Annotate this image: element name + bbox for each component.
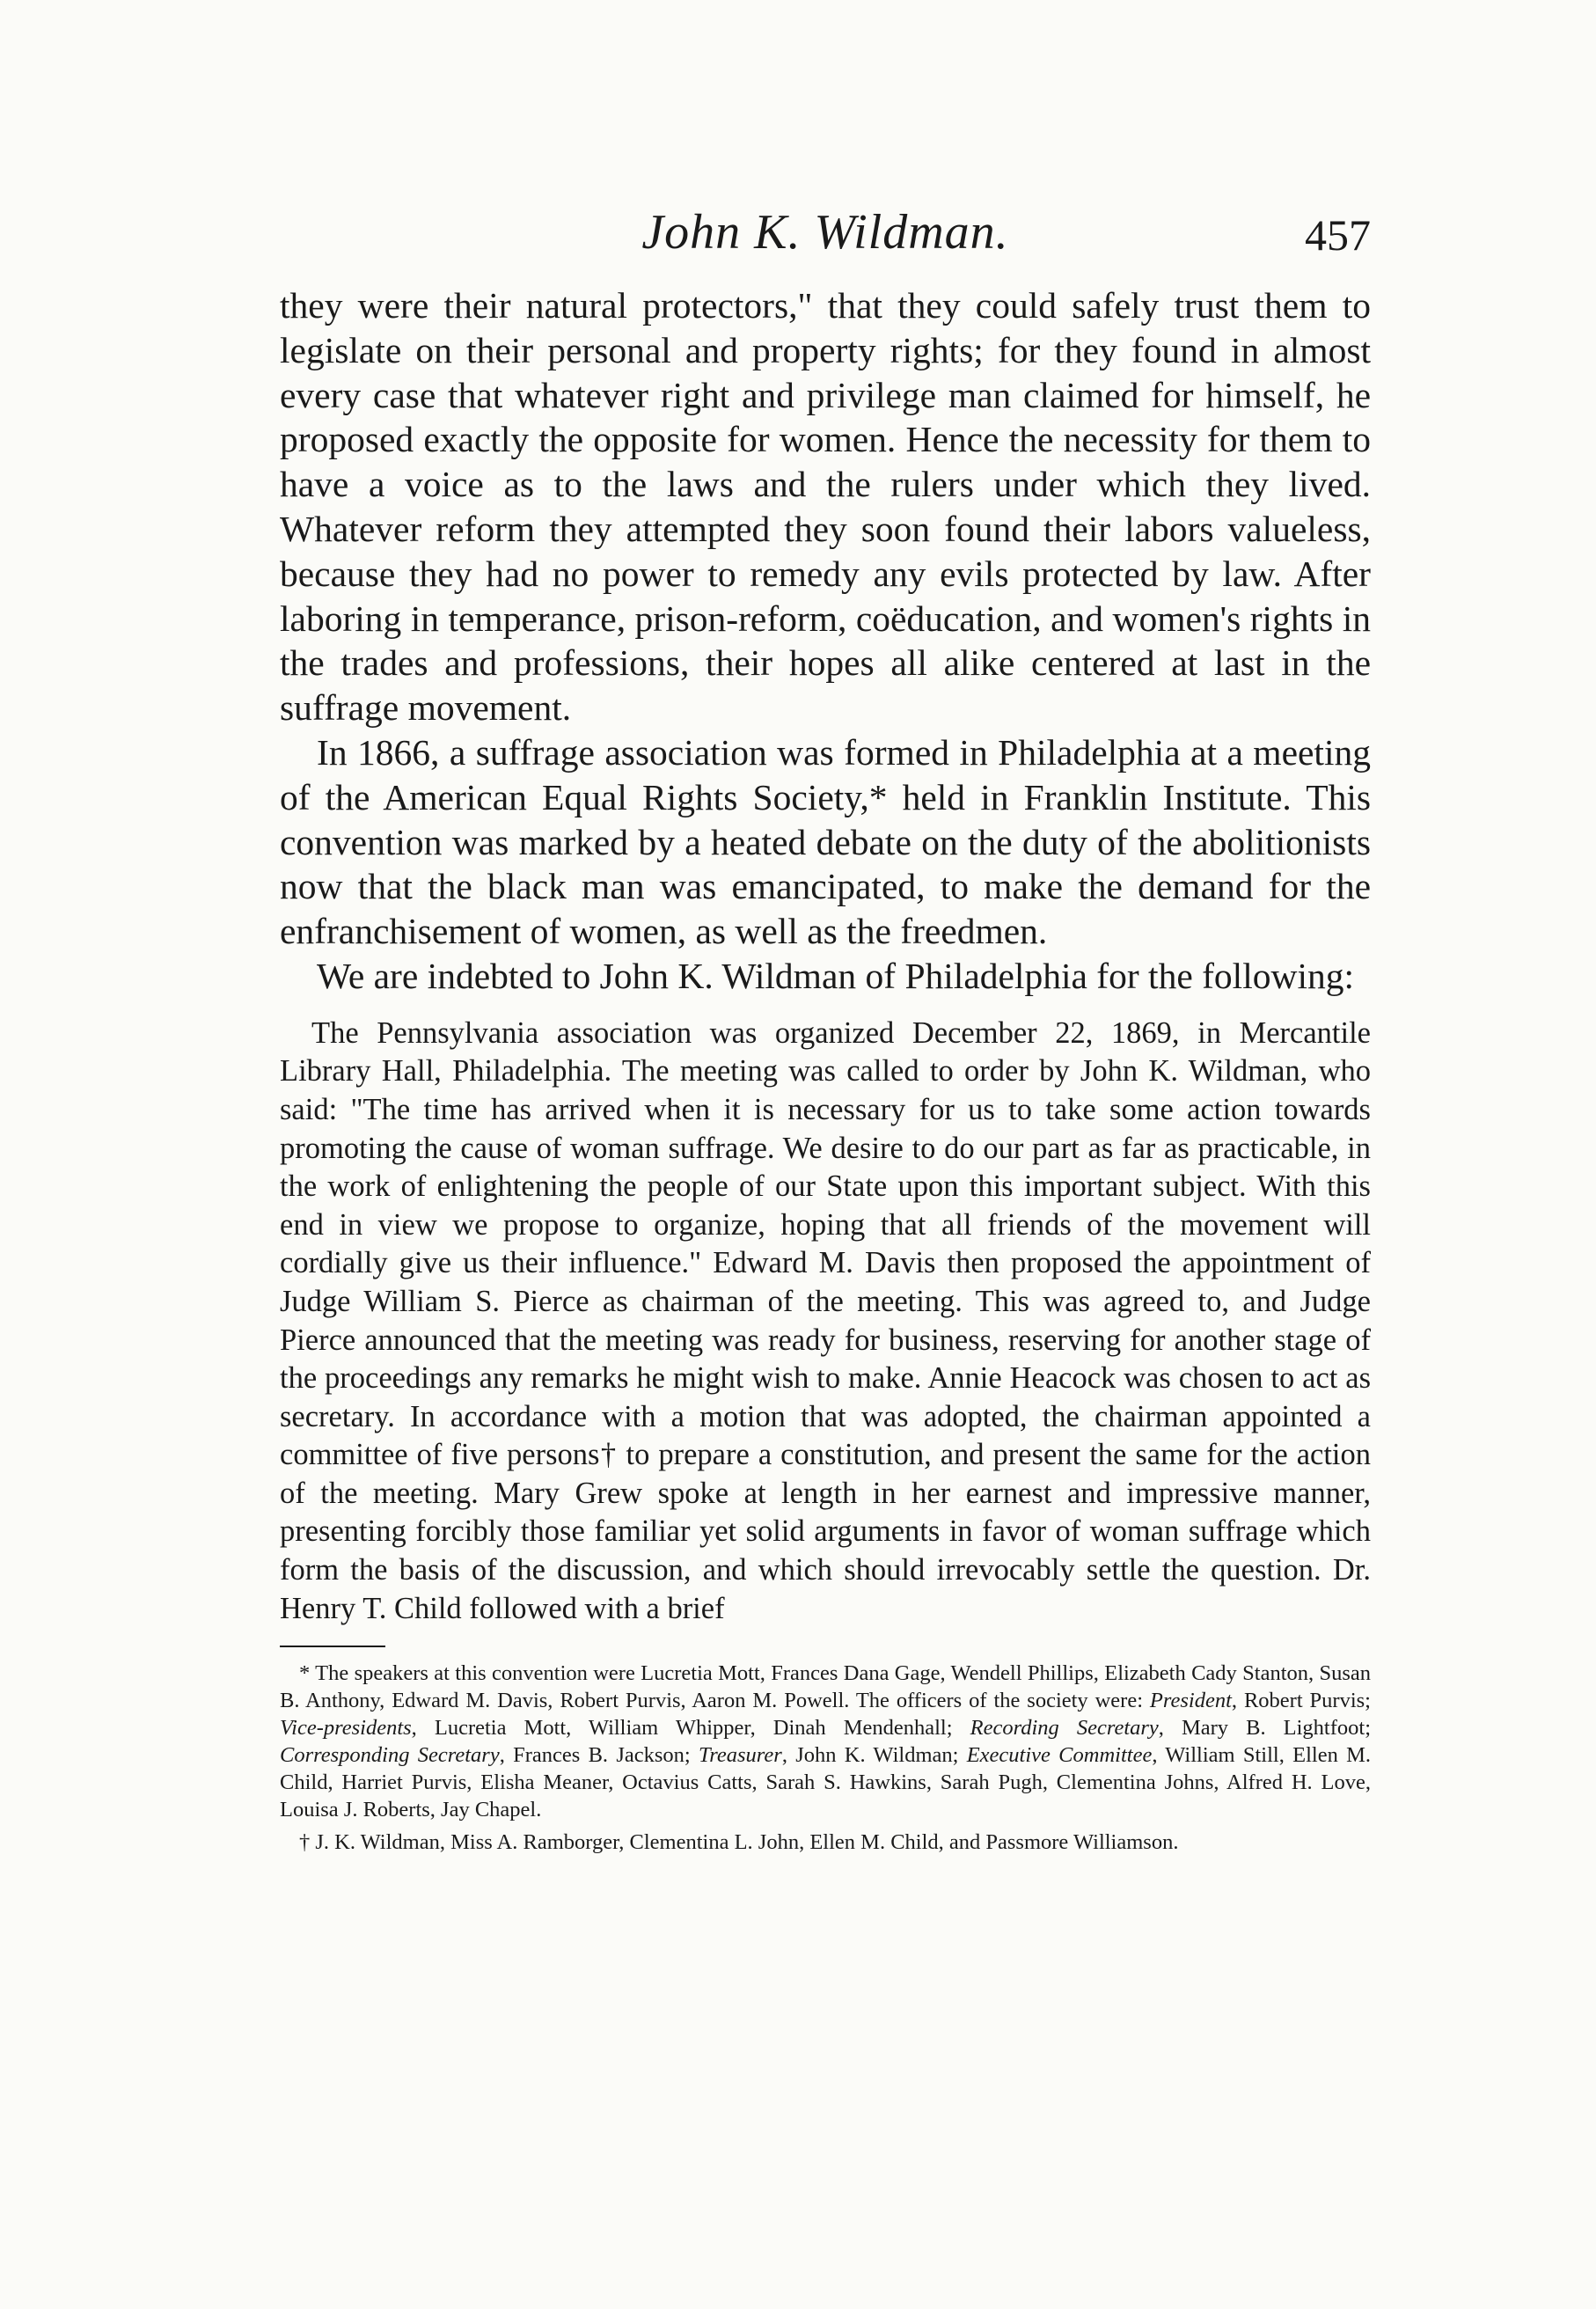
paragraph-continuation: they were their natural protectors," that they could safely trust them to legislate on their personal and property rights; for they found in almost every case that whatever right and privilege man claimed for himself, he proposed exactly the opposite for women. Hence the necessity for them to have a voice as to the laws and the rulers under which they lived. Whatever reform they attempted they soon found their labors valueless, because they had no power to remedy any evils protected by law. After laboring in temperance, prison-reform, coëducation, and women's rights in the trades and professions, their hopes all alike centered at last in the suffrage movement.	[280, 285, 1371, 729]
page-body	[280, 283, 1371, 1856]
footnote-rule	[280, 1646, 385, 1647]
footnote-dagger: † J. K. Wildman, Miss A. Ramborger, Clementina L. John, Ellen M. Child, and Passmore Williamson.	[299, 1830, 1179, 1855]
running-title: John K. Wildman.	[641, 205, 1009, 260]
quoted-account: The Pennsylvania association was organized December 22, 1869, in Mercantile Library Hall, Philadelphia. The meeting was called to order by John K. Wildman, who said: "The time has arrived when it is necessary for us to take some action towards promoting the cause of woman suffrage. We desire to do our part as far as practicable, in the work of enlightening the people of our State upon this important subject. With this end in view we propose to organize, hoping that all friends of the movement will cordially give us their influence." Edward M. Davis then proposed the appointment of Judge William S. Pierce as chairman of the meeting. This was agreed to, and Judge Pierce announced that the meeting was ready for business, reserving for another stage of the proceedings any remarks he might wish to make. Annie Heacock was chosen to act as secretary. In accordance with a motion that was adopted, the chairman appointed a committee of five persons† to prepare a constitution, and present the same for the action of the meeting. Mary Grew spoke at length in her earnest and impressive manner, presenting forcibly those familiar yet solid arguments in favor of woman suffrage which form the basis of the discussion, and which should irrevocably settle the question. Dr. Henry T. Child followed with a brief	[280, 1015, 1371, 1625]
footnote-star: * The speakers at this convention were Lucretia Mott, Frances Dana Gage, Wendell Phillips, Elizabeth Cady Stanton, Susan B. Anthony, Edward M. Davis, Robert Purvis, Aaron M. Powell. The officers of the society were: President, Robert Purvis; Vice-presidents, Lucretia Mott, William Whipper, Dinah Mendenhall; Recording Secretary, Mary B. Lightfoot; Corresponding Secretary, Frances B. Jackson; Treasurer, John K. Wildman; Executive Committee, William Still, Ellen M. Child, Harriet Purvis, Elisha Meaner, Octavius Catts, Sarah S. Hawkins, Sarah Pugh, Clementina Johns, Alfred H. Love, Louisa J. Roberts, Jay Chapel.	[280, 1661, 1371, 1822]
page-number: 457	[1305, 210, 1371, 260]
paragraph-acknowledgement: We are indebted to John K. Wildman of Philadelphia for the following:	[317, 955, 1355, 996]
paragraph-suffrage-association: In 1866, a suffrage association was formed in Philadelphia at a meeting of the American Equal Rights Society,* held in Franklin Institute. This convention was marked by a heated debate on the duty of the abolitionists now that the black man was emancipated, to make the demand for the enfranchisement of women, as well as the freedmen.	[280, 731, 1371, 952]
page-header	[280, 204, 1371, 266]
